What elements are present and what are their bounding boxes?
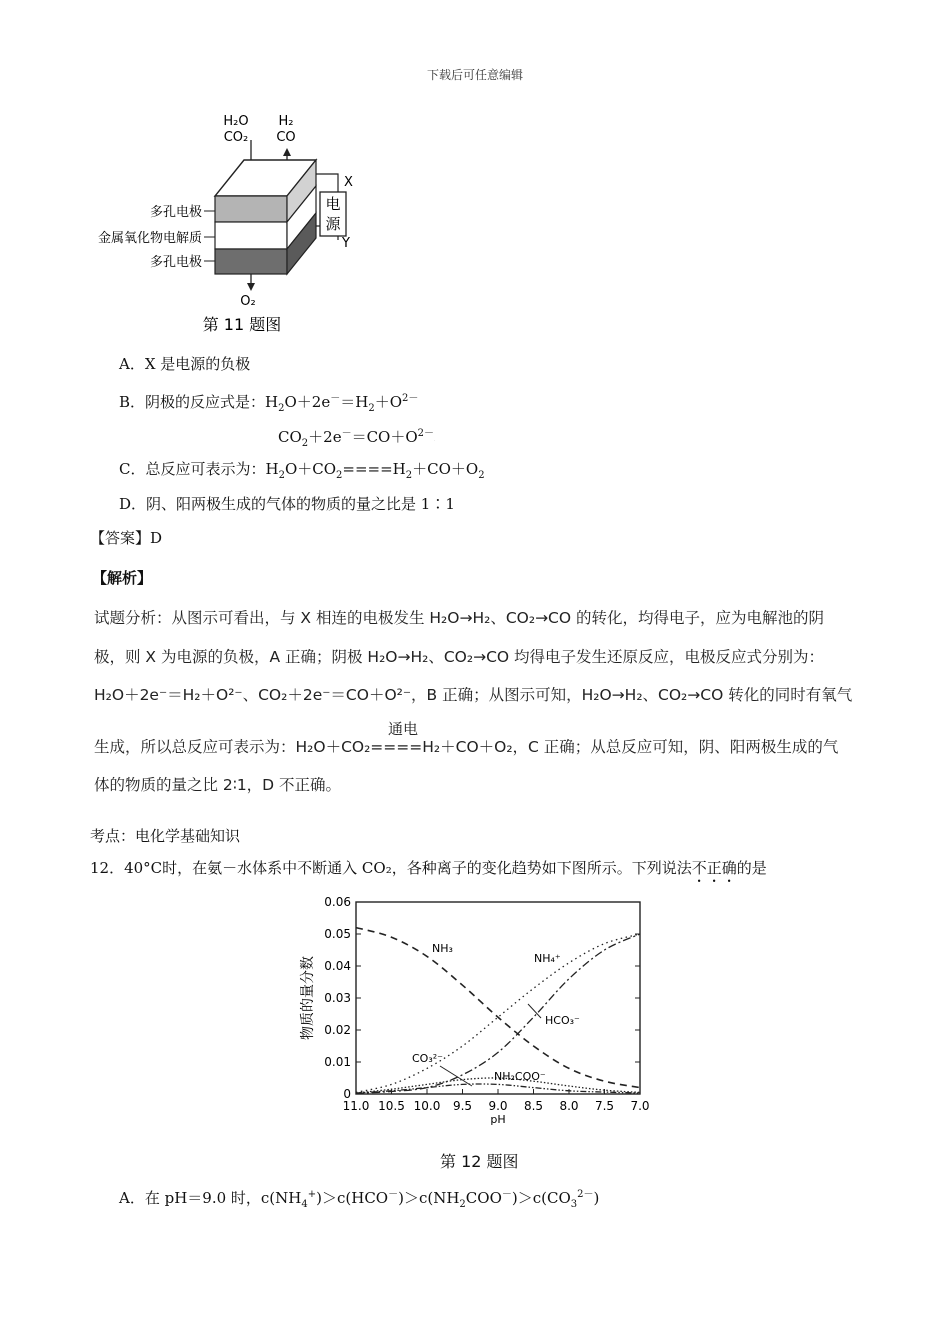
- figure-12-caption: 第 12 题图: [440, 1152, 519, 1171]
- y-tick-label: 0: [343, 1087, 351, 1101]
- x-tick-label: 9.0: [488, 1099, 508, 1113]
- y-tick-label: 0.03: [324, 991, 351, 1005]
- analysis-line-3: H₂O＋2e⁻＝H₂＋O²⁻、CO₂＋2e⁻＝CO＋O²⁻，B 正确；从图示可知，H₂O→H₂、CO₂→CO 转化的同时有氧气: [94, 686, 853, 704]
- analysis-heading: 【解析】: [92, 569, 153, 587]
- q12-stem-suffix: 的是: [736, 859, 767, 877]
- series-line-1: [356, 934, 640, 1092]
- option-b: B．阴极的反应式是：$H_2O+2e^-=H_2+O^{2-}$: [119, 393, 419, 414]
- question-12-stem: [90, 858, 767, 886]
- label-hco3: HCO₃⁻: [545, 1014, 580, 1027]
- analysis-line-1: 试题分析：从图示可看出，与 X 相连的电极发生 H₂O→H₂、CO₂→CO 的转化，均得电子，应为电解池的阴: [94, 609, 825, 627]
- option-c-prefix: C．总反应可表示为：: [119, 460, 266, 478]
- co3-pointer: [440, 1066, 472, 1086]
- analysis-line-4: 生成，所以总反应可表示为：H₂O＋CO₂====H₂＋CO＋O₂，C 正确；从总反应可知，阴、阳两极生成的气: [94, 738, 839, 756]
- analysis-line-5: 体的物质的量之比 2∶1，D 不正确。: [94, 776, 342, 794]
- q12-option-a: A．在 pH＝9.0 时，$c(NH_4^+)>c(HCO^-)>c(NH_2COO^-)>c(CO_3^{2-})$: [119, 1189, 600, 1210]
- label-electrolyte: 金属氧化物电解质: [97, 231, 202, 246]
- option-a: A．X 是电源的负极: [119, 355, 251, 373]
- q12-stem-emphasis: 不正确: [691, 859, 737, 877]
- x-tick-label: 10.0: [413, 1099, 441, 1113]
- chart-frame: [356, 902, 640, 1094]
- label-co3: CO₃²⁻: [412, 1052, 443, 1065]
- series-line-0: [356, 928, 640, 1088]
- option-d: D．阴、阳两极生成的气体的物质的量之比是 1∶1: [119, 495, 455, 513]
- option-c: C．总反应可表示为：$H_2O+CO_2====H_2+CO+O_2$: [119, 460, 485, 481]
- figure-12-chart: [290, 888, 660, 1150]
- label-nh2coo: NH₂COO⁻: [494, 1070, 546, 1083]
- x-tick-label: 10.5: [378, 1099, 405, 1113]
- kaodian: 考点：电化学基础知识: [90, 827, 241, 845]
- x-tick-label: 9.5: [452, 1099, 473, 1113]
- figure-11-electrolysis-cell: [80, 108, 380, 340]
- fig11-out-h2: H₂: [278, 114, 294, 129]
- page-header: 下载后可任意编辑: [426, 68, 523, 82]
- label-nh4: NH₄⁺: [534, 952, 561, 965]
- answer-value: D: [150, 529, 163, 547]
- option-b-prefix: B．阴极的反应式是：: [119, 393, 266, 411]
- y-tick-label: 0.04: [324, 959, 351, 973]
- label-top-electrode: 多孔电极: [149, 205, 202, 220]
- fig11-out-o2: O₂: [240, 294, 256, 309]
- y-tick-label: 0.01: [324, 1055, 351, 1069]
- fig11-out-co: CO: [276, 130, 296, 145]
- q12-stem-prefix: 12．40°C时，在氨－水体系中不断通入 CO₂，各种离子的变化趋势如下图所示。下列说法: [90, 859, 692, 877]
- option-b-equation-2: $CO_2+2e^-=CO+O^{2-}\cdot$: [278, 428, 436, 449]
- power-label-1: 电: [325, 195, 341, 213]
- label-bottom-electrode: 多孔电极: [149, 255, 202, 270]
- fig11-in-co2: CO₂: [223, 130, 249, 145]
- y-tick-label: 0.02: [324, 1023, 351, 1037]
- x-axis-label: pH: [490, 1113, 506, 1126]
- x-tick-label: 8.5: [523, 1099, 544, 1113]
- x-tick-label: 7.0: [630, 1099, 650, 1113]
- label-nh3: NH₃: [432, 942, 453, 955]
- answer-label: 【答案】: [90, 529, 151, 547]
- fig11-label-x: X: [344, 175, 353, 190]
- analysis-condition-label: 通电: [388, 720, 419, 738]
- x-tick-label: 8.0: [559, 1099, 579, 1113]
- x-tick-label: 11.0: [342, 1099, 370, 1113]
- y-axis-label: 物质的量分数: [300, 956, 316, 1040]
- y-tick-label: 0.05: [324, 927, 351, 941]
- power-label-2: 源: [325, 215, 341, 233]
- answer-line: [90, 528, 162, 548]
- figure-11-caption: 第 11 题图: [202, 315, 282, 334]
- analysis-line-2: 极，则 X 为电源的负极，A 正确；阴极 H₂O→H₂、CO₂→CO 均得电子发生还原反应，电极反应式分别为：: [94, 648, 825, 666]
- fig11-label-y: Y: [342, 236, 350, 251]
- x-tick-label: 7.5: [594, 1099, 615, 1113]
- y-tick-label: 0.06: [324, 895, 351, 909]
- fig11-in-h2o: H₂O: [223, 114, 249, 129]
